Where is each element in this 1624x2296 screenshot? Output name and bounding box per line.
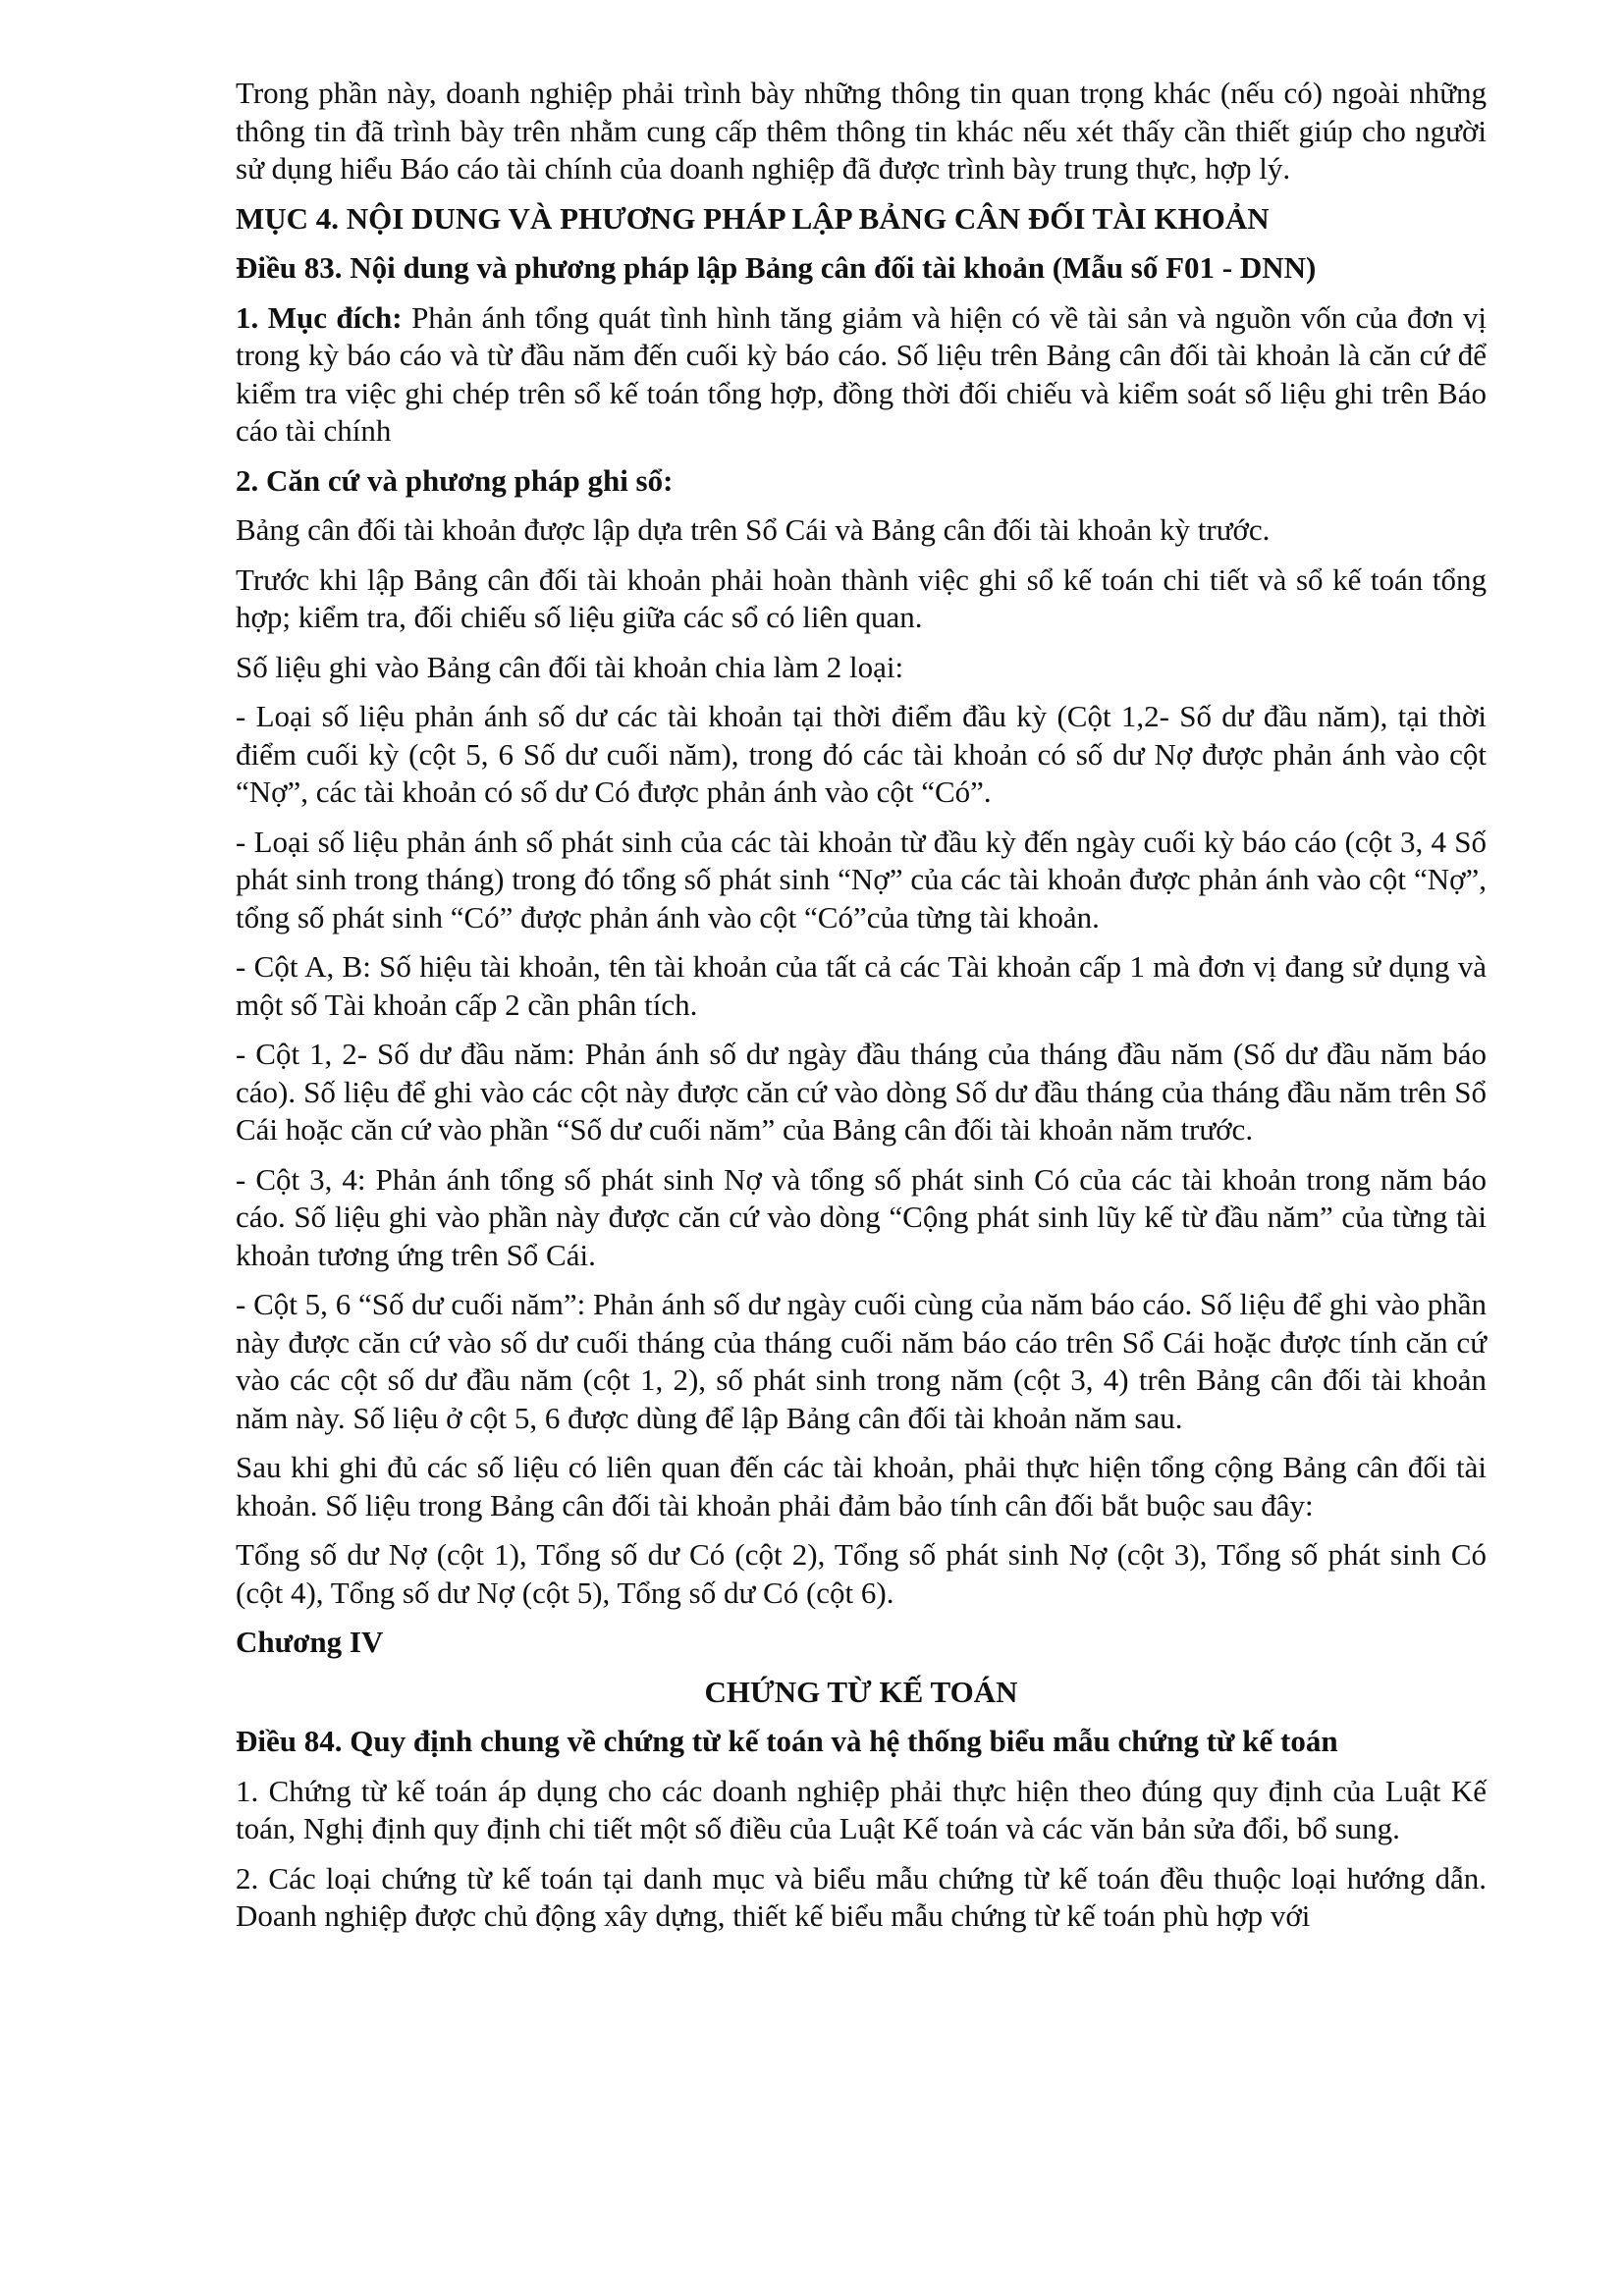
chapter-label: Chương IV	[236, 1625, 384, 1659]
chapter-title: CHỨNG TỪ KẾ TOÁN	[704, 1674, 1018, 1709]
muc4-heading: MỤC 4. NỘI DUNG VÀ PHƯƠNG PHÁP LẬP BẢNG CÂN ĐỐI TÀI KHOẢN	[236, 200, 1270, 236]
basis-heading: 2. Căn cứ và phương pháp ghi sổ:	[236, 462, 674, 498]
basis-paragraph-7: - Cột 1, 2- Số dư đầu năm: Phản ánh số dư ngày đầu tháng của tháng đầu năm (Số dư đầu năm báo cáo). Số liệu để ghi vào các cột này được căn cứ vào dòng Số dư đầu tháng của tháng đầu năm trên Sổ Cái hoặc căn cứ vào phần “Số dư cuối năm” của Bảng cân đối tài khoản năm trước.	[236, 1037, 1487, 1147]
intro-paragraph: Trong phần này, doanh nghiệp phải trình bày những thông tin quan trọng khác (nếu có) ngoài những thông tin đã trình bày trên nhằm cung cấp thêm thông tin khác nếu xét thấy cần thiết giúp cho người sử dụng hiểu Báo cáo tài chính của doanh nghiệp đã được trình bày trung thực, hợp lý.	[236, 76, 1487, 186]
basis-paragraph-11: Tổng số dư Nợ (cột 1), Tổng số dư Có (cột 2), Tổng số phát sinh Nợ (cột 3), Tổng số phát sinh Có (cột 4), Tổng số dư Nợ (cột 5), Tổng số dư Có (cột 6).	[236, 1537, 1487, 1610]
basis-paragraph-4: - Loại số liệu phản ánh số dư các tài khoản tại thời điểm đầu kỳ (Cột 1,2- Số dư đầu năm), tại thời điểm cuối kỳ (cột 5, 6 Số dư cuối năm), trong đó các tài khoản có số dư Nợ được phản ánh vào cột “Nợ”, các tài khoản có số dư Có được phản ánh vào cột “Có”.	[236, 699, 1487, 809]
basis-paragraph-1: Bảng cân đối tài khoản được lập dựa trên Sổ Cái và Bảng cân đối tài khoản kỳ trước.	[236, 512, 1271, 547]
basis-paragraph-6: - Cột A, B: Số hiệu tài khoản, tên tài khoản của tất cả các Tài khoản cấp 1 mà đơn vị đang sử dụng và một số Tài khoản cấp 2 cần phân tích.	[236, 949, 1487, 1022]
basis-paragraph-2: Trước khi lập Bảng cân đối tài khoản phải hoàn thành việc ghi sổ kế toán chi tiết và sổ kế toán tổng hợp; kiểm tra, đối chiếu số liệu giữa các sổ có liên quan.	[236, 561, 1487, 634]
purpose-text: Phản ánh tổng quát tình hình tăng giảm và hiện có về tài sản và nguồn vốn của đơn vị trong kỳ báo cáo và từ đầu năm đến cuối kỳ báo cáo. Số liệu trên Bảng cân đối tài khoản là căn cứ để kiểm tra việc ghi chép trên sổ kế toán tổng hợp, đồng thời đối chiếu và kiểm soát số liệu ghi trên Báo cáo tài chính	[236, 299, 1487, 448]
purpose-lead: 1. Mục đích:	[236, 299, 403, 335]
basis-paragraph-3: Số liệu ghi vào Bảng cân đối tài khoản chia làm 2 loại:	[236, 649, 904, 684]
dieu83-heading: Điều 83. Nội dung và phương pháp lập Bảng cân đối tài khoản (Mẫu số F01 - DNN)	[236, 250, 1317, 285]
dieu84-heading: Điều 84. Quy định chung về chứng từ kế toán và hệ thống biểu mẫu chứng từ kế toán	[236, 1724, 1338, 1758]
dieu84-paragraph-1: 1. Chứng từ kế toán áp dụng cho các doanh nghiệp phải thực hiện theo đúng quy định của Luật Kế toán, Nghị định quy định chi tiết một số điều của Luật Kế toán và các văn bản sửa đổi, bổ sung.	[236, 1773, 1487, 1845]
document-page	[236, 75, 1487, 1948]
dieu84-paragraph-2: 2. Các loại chứng từ kế toán tại danh mục và biểu mẫu chứng từ kế toán đều thuộc loại hướng dẫn. Doanh nghiệp được chủ động xây dựng, thiết kế biểu mẫu chứng từ kế toán phù hợp với	[236, 1860, 1487, 1933]
basis-paragraph-10: Sau khi ghi đủ các số liệu có liên quan đến các tài khoản, phải thực hiện tổng cộng Bảng cân đối tài khoản. Số liệu trong Bảng cân đối tài khoản phải đảm bảo tính cân đối bắt buộc sau đây:	[236, 1450, 1487, 1522]
purpose-paragraph	[236, 299, 1487, 451]
basis-paragraph-5: - Loại số liệu phản ánh số phát sinh của các tài khoản từ đầu kỳ đến ngày cuối kỳ báo cáo (cột 3, 4 Số phát sinh trong tháng) trong đó tổng số phát sinh “Nợ” của các tài khoản được phản ánh vào cột “Nợ”, tổng số phát sinh “Có” được phản ánh vào cột “Có”của từng tài khoản.	[236, 824, 1487, 934]
basis-paragraph-8: - Cột 3, 4: Phản ánh tổng số phát sinh Nợ và tổng số phát sinh Có của các tài khoản trong năm báo cáo. Số liệu ghi vào phần này được căn cứ vào dòng “Cộng phát sinh lũy kế từ đầu năm” của từng tài khoản tương ứng trên Sổ Cái.	[236, 1161, 1487, 1272]
basis-paragraph-9: - Cột 5, 6 “Số dư cuối năm”: Phản ánh số dư ngày cuối cùng của năm báo cáo. Số liệu để ghi vào phần này được căn cứ vào số dư cuối tháng của tháng cuối năm báo cáo trên Sổ Cái hoặc được tính căn cứ vào các cột số dư đầu năm (cột 1, 2), số phát sinh trong năm (cột 3, 4) trên Bảng cân đối tài khoản năm này. Số liệu ở cột 5, 6 được dùng để lập Bảng cân đối tài khoản năm sau.	[236, 1287, 1487, 1435]
